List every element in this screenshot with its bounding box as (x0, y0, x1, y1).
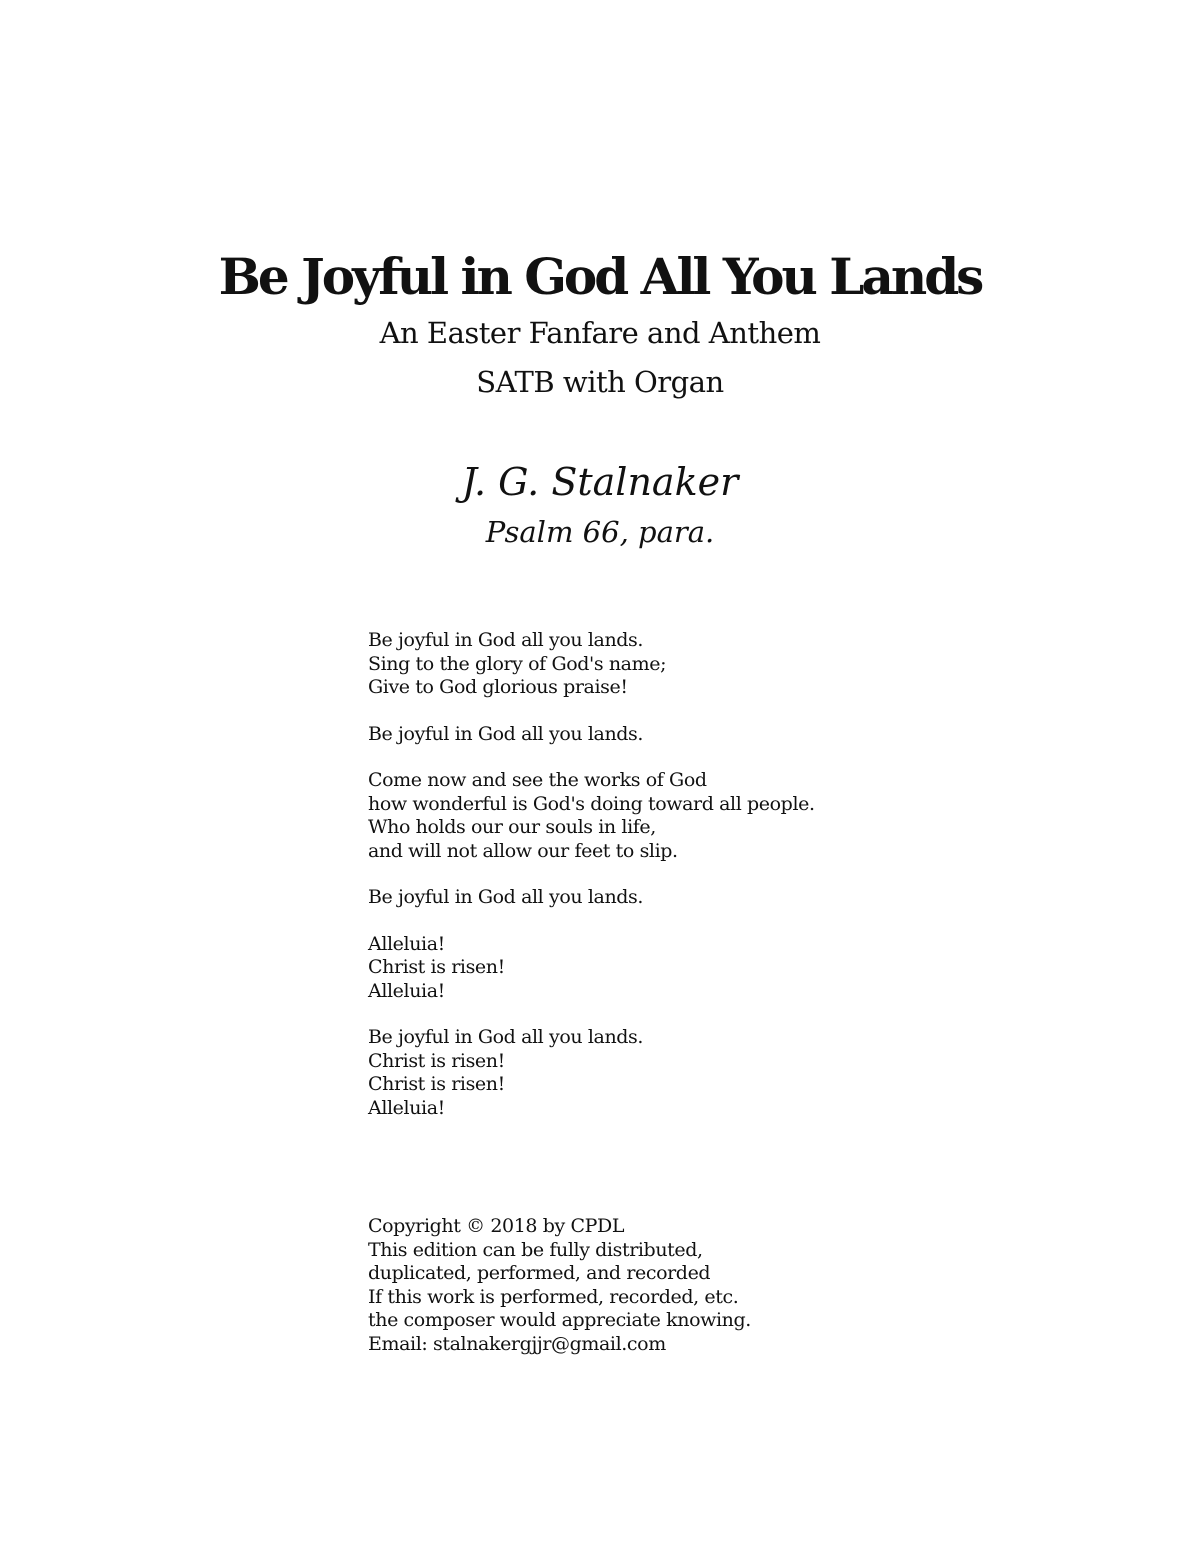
performance-line: the composer would appreciate knowing. (368, 1309, 751, 1331)
lyric-line: Alleluia! (368, 932, 445, 955)
lyrics-stanza-6 (368, 1026, 928, 1120)
lyric-line: Christ is risen! (368, 956, 505, 978)
edition-line: This edition can be fully distributed, (368, 1238, 703, 1261)
lyric-line: Alleluia! (368, 1096, 445, 1119)
copyright-line: Copyright © 2018 by CPDL (368, 1215, 625, 1237)
lyrics-stanza-4 (368, 886, 928, 910)
lyrics-stanza-3 (368, 769, 928, 863)
lyric-line: and will not allow our feet to slip. (368, 839, 678, 862)
lyric-line: Be joyful in God all you lands. (368, 886, 644, 908)
lyric-line: Give to God glorious praise! (368, 676, 628, 698)
lyric-line: Alleluia! (368, 979, 445, 1002)
lyrics-stanza-5 (368, 933, 928, 1004)
composer-name: J. G. Stalnaker (461, 460, 739, 504)
lyrics-block (368, 629, 928, 1143)
lyric-line: Be joyful in God all you lands. (368, 722, 644, 745)
subtitle: An Easter Fanfare and Anthem (379, 316, 821, 350)
performance-line: If this work is performed, recorded, etc. (368, 1285, 739, 1308)
scoring: SATB with Organ (476, 365, 724, 399)
lyric-line: Sing to the glory of God's name; (368, 652, 667, 675)
lyric-line: Christ is risen! (368, 1049, 505, 1072)
lyric-line: Christ is risen! (368, 1073, 505, 1095)
edition-line: duplicated, performed, and recorded (368, 1262, 711, 1284)
copyright-notice (368, 1215, 928, 1356)
lyric-line: Be joyful in God all you lands. (368, 629, 644, 651)
lyric-line: how wonderful is God's doing toward all people. (368, 792, 815, 815)
email-line: Email: stalnakergjjr@gmail.com (368, 1332, 666, 1355)
lyric-line: Who holds our our souls in life, (368, 816, 656, 838)
page-title: Be Joyful in God All You Lands (218, 247, 982, 306)
lyric-line: Be joyful in God all you lands. (368, 1026, 644, 1048)
text-source: Psalm 66, para. (485, 515, 715, 549)
lyric-line: Come now and see the works of God (368, 769, 707, 791)
lyrics-stanza-1 (368, 629, 928, 700)
lyrics-stanza-2 (368, 723, 928, 747)
